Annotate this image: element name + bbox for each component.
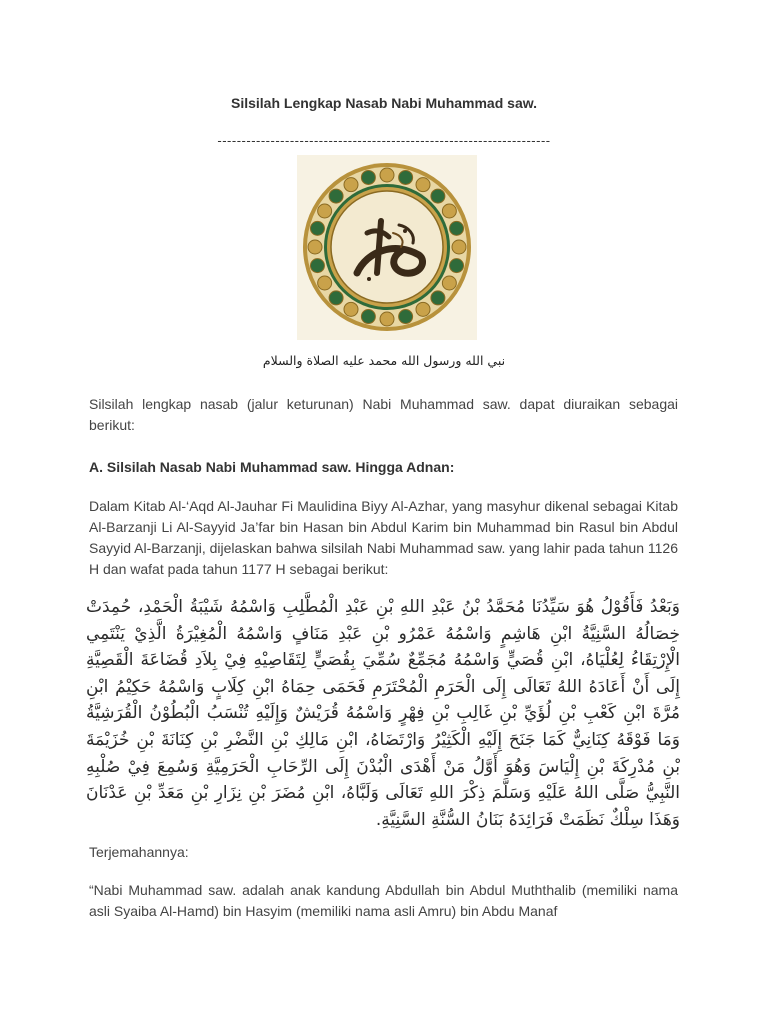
section-a-heading: A. Silsilah Nasab Nabi Muhammad saw. Hingga Adnan: — [89, 459, 455, 475]
image-caption: نبي الله ورسول الله محمد عليه الصلاة والسلام — [262, 353, 506, 368]
translation-body: “Nabi Muhammad saw. adalah anak kandung Abdullah bin Abdul Muththalib (memiliki nama asli Syaiba Al-Hamd) bin Hasyim (memiliki nama asli Amru) bin Abdu Manaf — [89, 882, 678, 919]
translation-label: Terjemahannya: — [89, 844, 189, 860]
dashed-divider: --------------------------------------------------------------------- — [217, 133, 551, 148]
section-a-body: Dalam Kitab Al-‘Aqd Al-Jauhar Fi Maulidina Biyy Al-Azhar, yang masyhur dikenal sebagai Kitab Al-Barzanji Li Al-Sayyid Ja’far bin Hasan bin Abdul Karim bin Muhammad bin Rasul bin Abdul Sayyid Al-Barzanji, dijelaskan bahwa silsilah Nabi Muhammad saw. yang lahir pada tahun 1126 H dan wafat pada tahun 1177 H sebagai berikut: — [89, 498, 678, 577]
page-title: Silsilah Lengkap Nasab Nabi Muhammad saw. — [230, 95, 537, 111]
intro-paragraph: Silsilah lengkap nasab (jalur keturunan) Nabi Muhammad saw. dapat diuraikan sebagai berikut: — [89, 396, 678, 433]
muhammad-calligraphy-medallion-icon — [297, 155, 477, 340]
arabic-genealogy-text: وَبَعْدُ فَأَقُوْلُ هُوَ سَيِّدُنَا مُحَمَّدُ بْنُ عَبْدِ اللهِ بْنِ عَبْدِ الْمُطَّلِبِ وَاسْمُهُ شَيْبَةُ الْحَمْدِ، حُمِدَتْ خِصَالُهُ السَّنِيَّةُ ابْنِ هَاشِمٍ وَاسْمُهُ عَمْرُو بْنِ عَبْدِ مَنَافٍ وَاسْمُهُ الْمُغِيْرَةُ الَّذِيْ يَنْتَمِي الْإِرْتِقَاءُ لِعُلْيَاهُ، ابْنِ قُصَيٍّ وَاسْمُهُ مُجَمِّعٌ سُمِّيَ بِقُصَيٍّ لِتَقَاصِيْهِ فِيْ بِلاَدِ قُضَاعَةَ الْقَصِيَّةِ إِلَى أَنْ أَعَادَهُ اللهُ تَعَالَى إِلَى الْحَرَمِ الْمُحْتَرَمِ فَحَمَى حِمَاهُ ابْنِ كِلَابٍ وَاسْمُهُ حَكِيْمُ ابْنِ مُرَّةَ ابْنِ كَعْبِ بْنِ لُؤَيِّ بْنِ غَالِبِ بْنِ فِهْرٍ وَاسْمُهُ قُرَيْشٌ وَإِلَيْهِ تُنْسَبُ الْبُطُوْنُ الْقُرَشِيَّةُ وَمَا فَوْقَهُ كِنَانِيٌّ كَمَا جَنَحَ إِلَيْهِ الْكَثِيْرُ وَارْتَضَاهُ، ابْنِ مَالِكِ بْنِ النَّضْرِ بْنِ كِنَانَةَ بْنِ خُزَيْمَةَ بْنِ مُدْرِكَةَ بْنِ إِلْيَاسَ وَهُوَ أَوَّلُ مَنْ أَهْدَى الْبُدْنَ إِلَى الرِّحَابِ الْحَرَمِيَّةِ وَسُمِعَ فِيْ صُلْبِهِ النَّبِيُّ صَلَّى اللهُ عَلَيْهِ وَسَلَّمَ ذِكْرَ اللهِ تَعَالَى وَلَبَّاهُ، ابْنِ مُضَرَ بْنِ نِزَارِ بْنِ مَعَدِّ بْنِ عَدْنَانَ وَهَذَا سِلْكٌ نَظَمَتْ فَرَائِدَهُ بَنَانُ السُّنَّةِ السَّنِيَّةِ. — [86, 597, 680, 830]
